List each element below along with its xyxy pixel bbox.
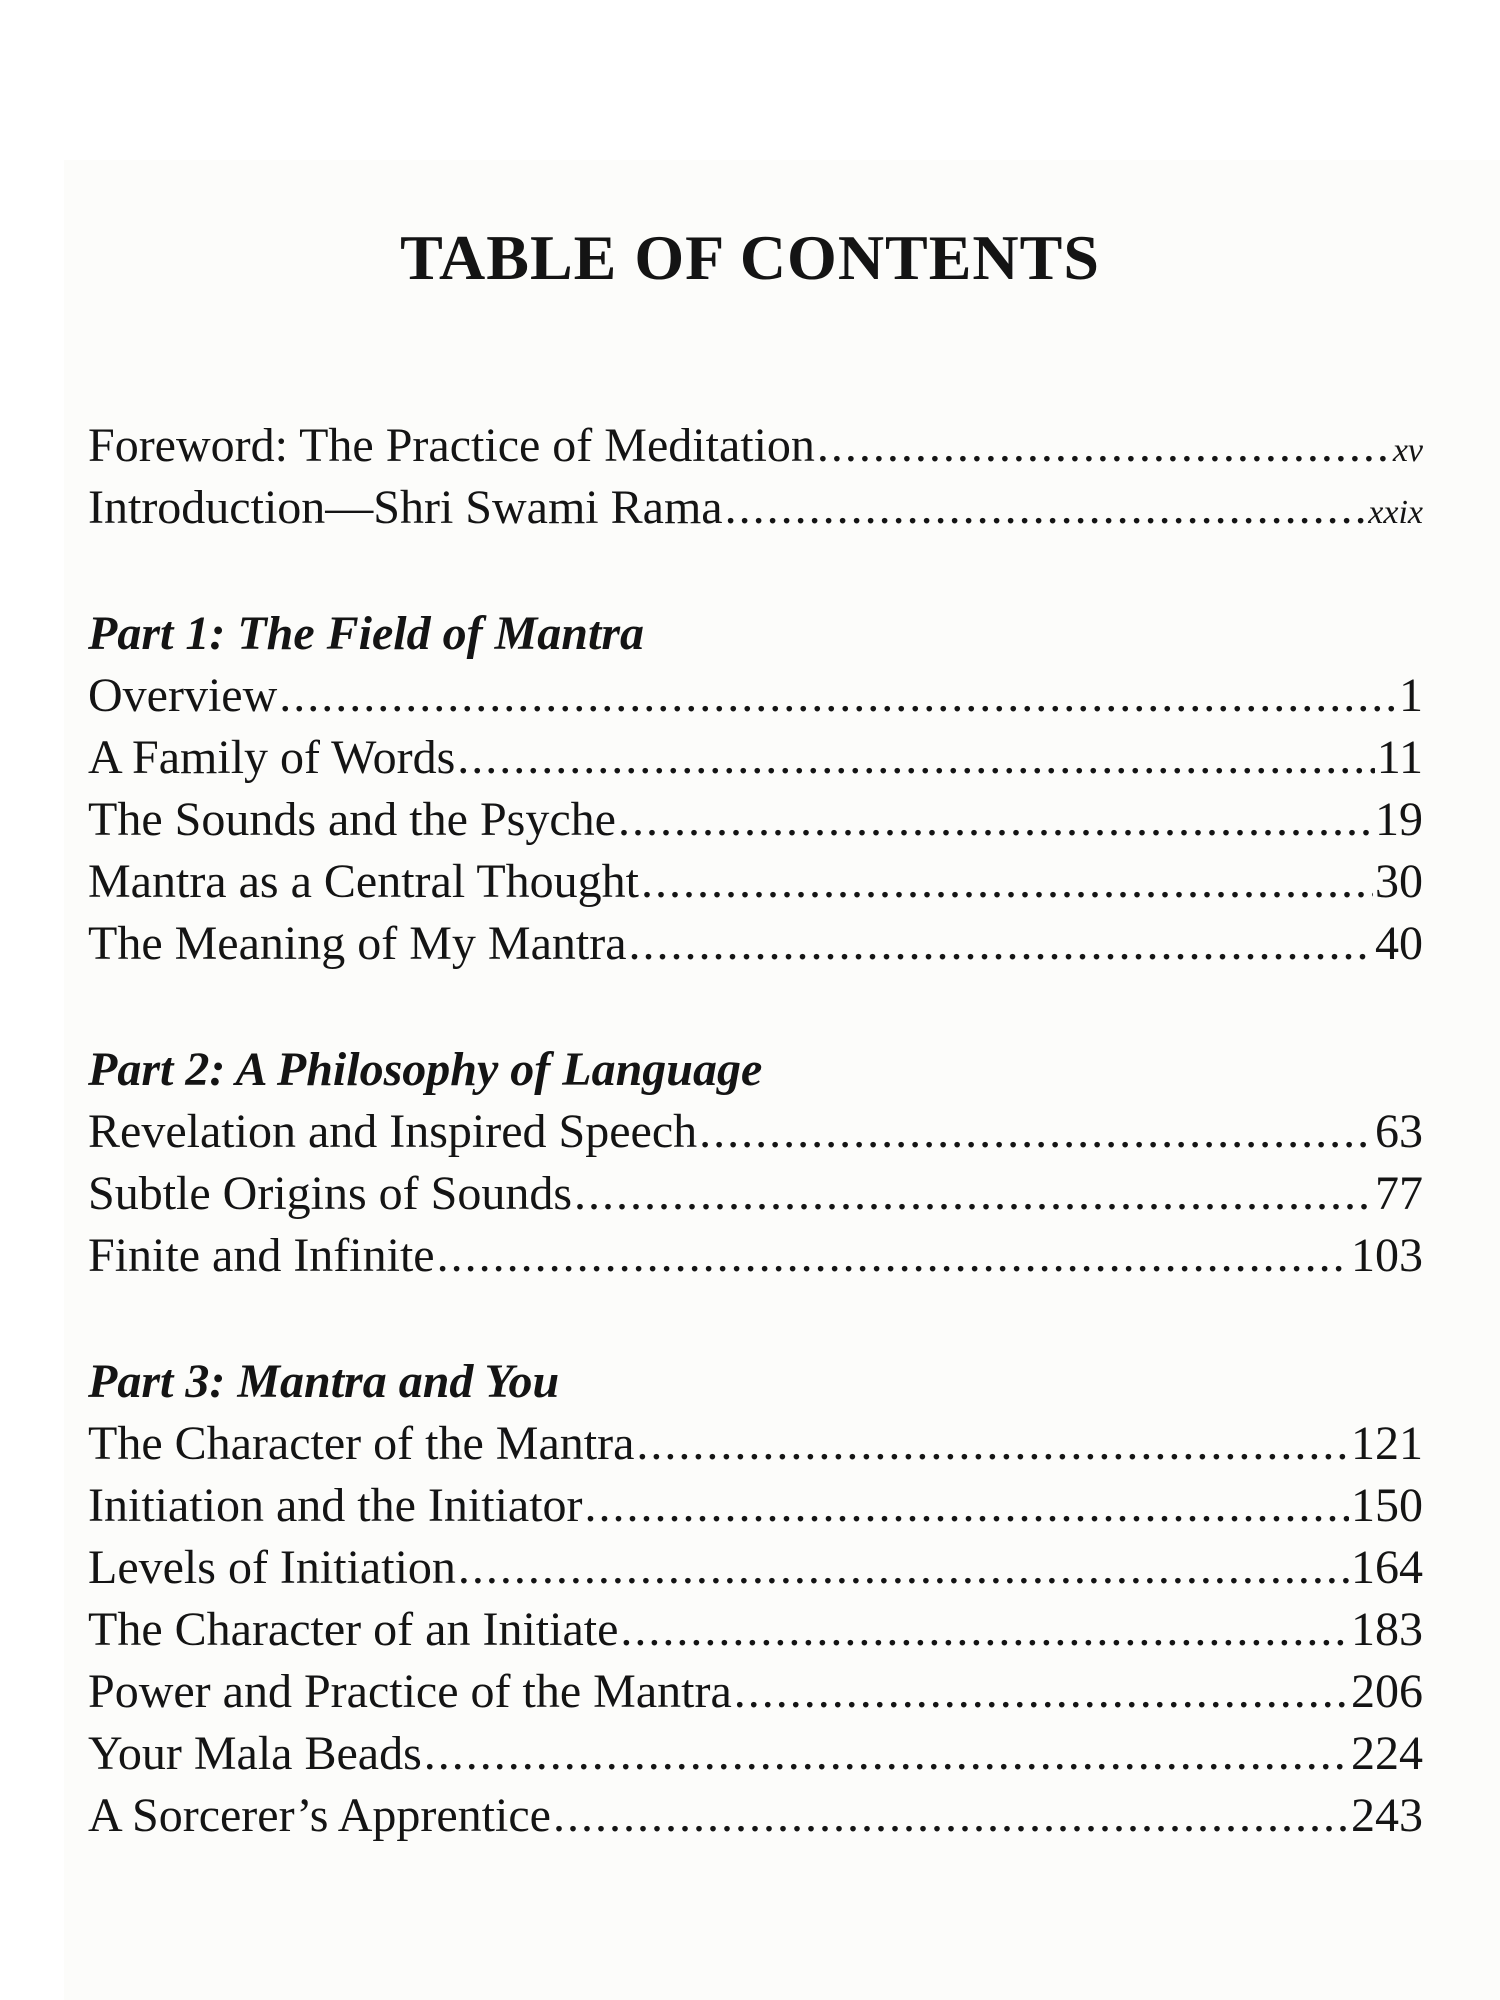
dot-leader (817, 415, 1391, 477)
toc-entry (88, 913, 1423, 975)
dot-leader (424, 1723, 1349, 1785)
dot-leader (699, 1101, 1373, 1163)
toc-entry-label: The Meaning of My Mantra (88, 917, 627, 970)
dot-leader (585, 1475, 1349, 1537)
toc-entry-page: 19 (1375, 793, 1423, 846)
toc-entry-label: Revelation and Inspired Speech (88, 1105, 698, 1158)
toc-entry-label: Initiation and the Initiator (88, 1479, 583, 1532)
toc-entry (88, 665, 1423, 727)
toc-entry (88, 1101, 1423, 1163)
toc-entry-label: The Sounds and the Psyche (88, 793, 616, 846)
dot-leader (457, 727, 1375, 789)
dot-leader (629, 913, 1373, 975)
toc-entry (88, 727, 1423, 789)
part-2-heading: Part 2: A Philosophy of Language (88, 1043, 763, 1096)
dot-leader (279, 665, 1397, 727)
toc-entry (88, 1785, 1423, 1847)
toc-entry (88, 789, 1423, 851)
toc-entry-label: Mantra as a Central Thought (88, 855, 639, 908)
dot-leader (437, 1225, 1349, 1287)
toc-entry-page: 206 (1351, 1665, 1423, 1718)
toc-entry-page: 224 (1351, 1727, 1423, 1780)
toc-entry (88, 1723, 1423, 1785)
table-of-contents (88, 415, 1423, 1847)
toc-entry-page: 30 (1375, 855, 1423, 908)
toc-entry-label: Subtle Origins of Sounds (88, 1167, 573, 1220)
part-1-heading: Part 1: The Field of Mantra (88, 607, 645, 660)
toc-entry-label: Finite and Infinite (88, 1229, 435, 1282)
dot-leader (553, 1785, 1349, 1847)
toc-entry (88, 1413, 1423, 1475)
toc-entry-page: 77 (1375, 1167, 1423, 1220)
dot-leader (618, 789, 1373, 851)
toc-entry (88, 851, 1423, 913)
toc-entry-page: 183 (1351, 1603, 1423, 1656)
toc-entry (88, 1599, 1423, 1661)
page-title: TABLE OF CONTENTS (400, 222, 1100, 293)
toc-entry-foreword (88, 415, 1423, 477)
dot-leader (641, 851, 1373, 913)
toc-entry-page: 1 (1399, 669, 1423, 722)
toc-entry-page: 164 (1351, 1541, 1423, 1594)
toc-entry-page: 40 (1375, 917, 1423, 970)
toc-entry-page: 121 (1351, 1417, 1423, 1470)
dot-leader (636, 1413, 1349, 1475)
dot-leader (734, 1661, 1349, 1723)
toc-entry-label: Levels of Initiation (88, 1541, 456, 1594)
toc-entry-page: 243 (1351, 1789, 1423, 1842)
toc-entry-page: 63 (1375, 1105, 1423, 1158)
toc-entry (88, 1225, 1423, 1287)
toc-entry-page: 103 (1351, 1229, 1423, 1282)
toc-entry-label: The Character of an Initiate (88, 1603, 619, 1656)
dot-leader (574, 1163, 1373, 1225)
toc-entry-label: Power and Practice of the Mantra (88, 1665, 732, 1718)
toc-entry (88, 1475, 1423, 1537)
toc-entry-page: 11 (1376, 731, 1423, 784)
toc-entry-label: A Family of Words (88, 731, 456, 784)
toc-entry-label: Introduction—Shri Swami Rama (88, 481, 723, 534)
toc-entry (88, 1537, 1423, 1599)
dot-leader (725, 477, 1367, 539)
dot-leader (458, 1537, 1349, 1599)
toc-entry (88, 1163, 1423, 1225)
toc-entry-label: Your Mala Beads (88, 1727, 422, 1780)
toc-entry-label: The Character of the Mantra (88, 1417, 635, 1470)
toc-entry-label: A Sorcerer’s Apprentice (88, 1789, 551, 1842)
toc-entry-page: 150 (1351, 1479, 1423, 1532)
toc-entry-page: xv (1392, 432, 1423, 469)
toc-entry-label: Overview (88, 669, 278, 722)
toc-entry-introduction (88, 477, 1423, 539)
part-3-heading: Part 3: Mantra and You (88, 1355, 560, 1408)
dot-leader (620, 1599, 1349, 1661)
toc-entry (88, 1661, 1423, 1723)
toc-entry-label: Foreword: The Practice of Meditation (88, 419, 815, 472)
toc-entry-page: xxix (1368, 494, 1423, 531)
